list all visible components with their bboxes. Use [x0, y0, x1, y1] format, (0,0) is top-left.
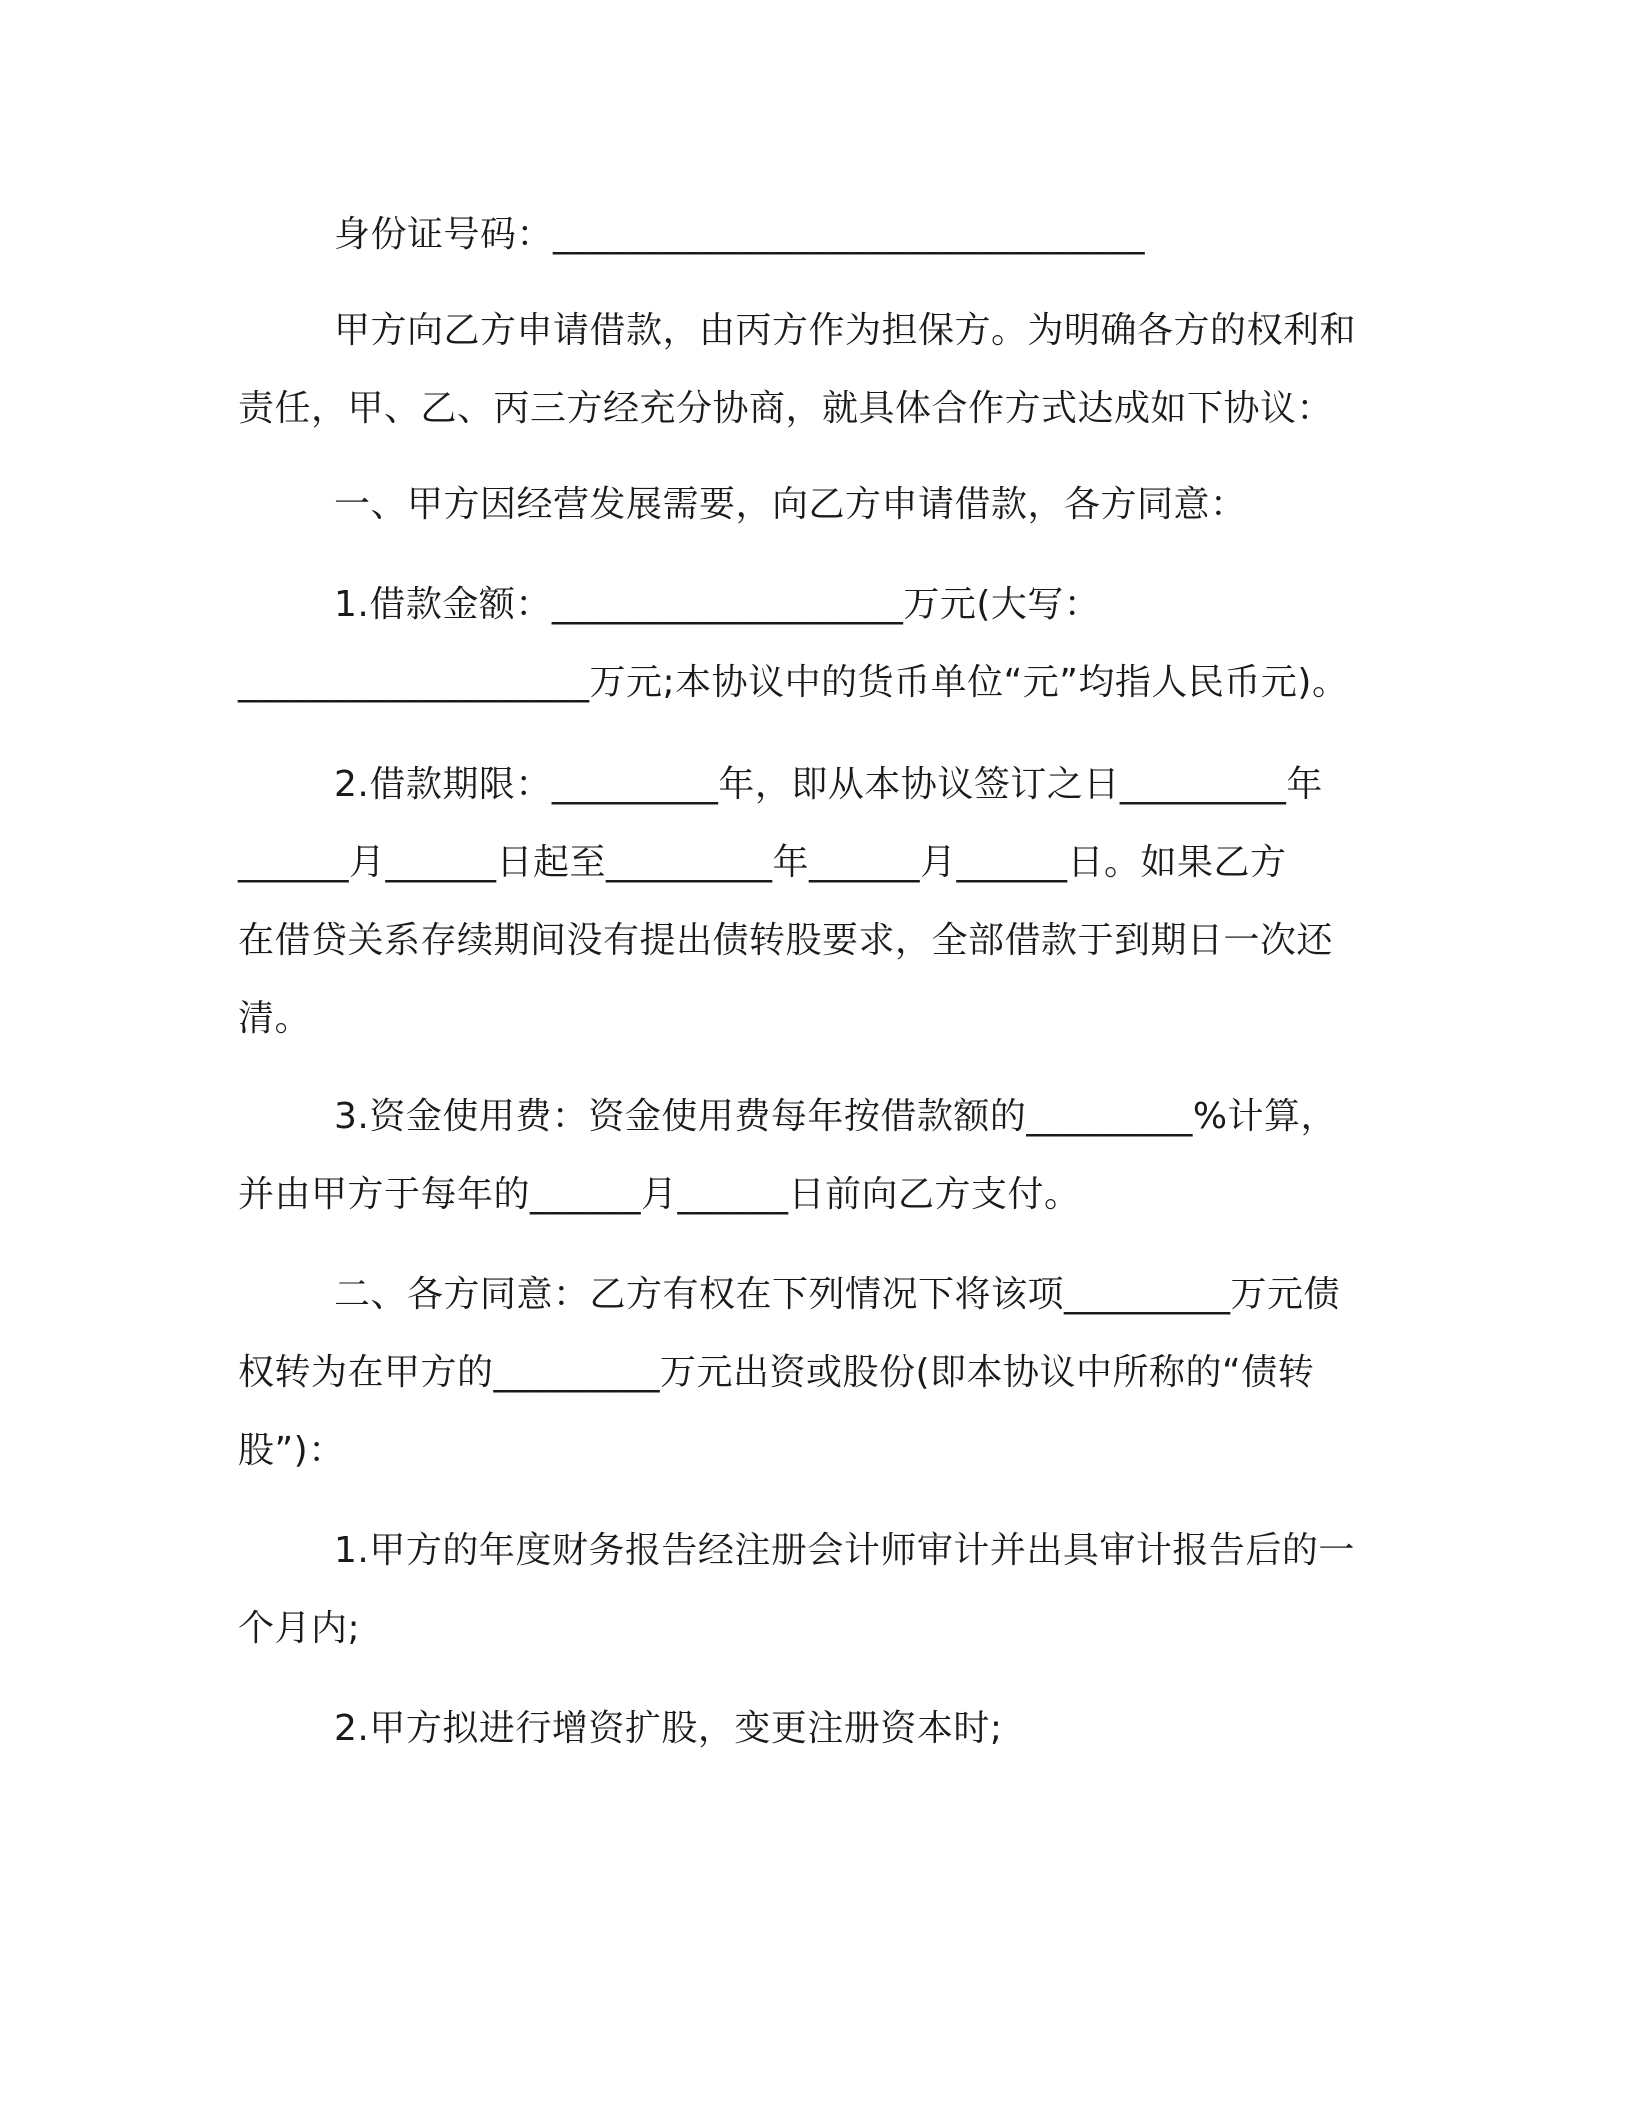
text-line: 一、甲方因经营发展需要，向乙方申请借款，各方同意：	[334, 484, 1247, 525]
loan-term-paragraph	[238, 746, 1388, 1058]
section-2-heading	[238, 1256, 1388, 1490]
condition-2-paragraph	[238, 1690, 1388, 1768]
text-line: 身份证号码：________________________________	[334, 214, 1146, 255]
text-line: 1.借款金额：___________________万元(大写：	[334, 584, 1101, 625]
text-line: 2.甲方拟进行增资扩股，变更注册资本时;	[334, 1708, 1003, 1749]
text-line: 甲方向乙方申请借款，由丙方作为担保方。为明确各方的权利和	[334, 310, 1357, 351]
text-line: 并由甲方于每年的______月______日前向乙方支付。	[238, 1174, 1081, 1215]
text-line: 股”)：	[238, 1430, 345, 1471]
text-line: 2.借款期限：_________年，即从本协议签订之日_________年	[334, 764, 1323, 805]
text-line: 个月内;	[238, 1608, 361, 1649]
text-line: 权转为在甲方的_________万元出资或股份(即本协议中所称的“债转	[238, 1352, 1315, 1393]
text-line: ___________________万元;本协议中的货币单位“元”均指人民币元)。	[238, 662, 1349, 703]
text-line: ______月______日起至_________年______月______日。如果乙方	[238, 842, 1287, 883]
fund-fee-paragraph	[238, 1078, 1388, 1234]
text-line: 在借贷关系存续期间没有提出债转股要求，全部借款于到期日一次还	[238, 920, 1334, 961]
text-line: 3.资金使用费：资金使用费每年按借款额的_________%计算，	[334, 1096, 1338, 1137]
text-line: 二、各方同意：乙方有权在下列情况下将该项_________万元债	[334, 1274, 1341, 1315]
loan-amount-paragraph	[238, 566, 1388, 722]
preamble-paragraph	[238, 292, 1388, 448]
id-number-paragraph	[238, 196, 1388, 274]
condition-1-paragraph	[238, 1512, 1388, 1668]
text-line: 1.甲方的年度财务报告经注册会计师审计并出具审计报告后的一	[334, 1530, 1355, 1571]
text-line: 责任，甲、乙、丙三方经充分协商，就具体合作方式达成如下协议：	[238, 388, 1334, 429]
text-line: 清。	[238, 998, 312, 1039]
section-1-heading	[238, 466, 1388, 544]
